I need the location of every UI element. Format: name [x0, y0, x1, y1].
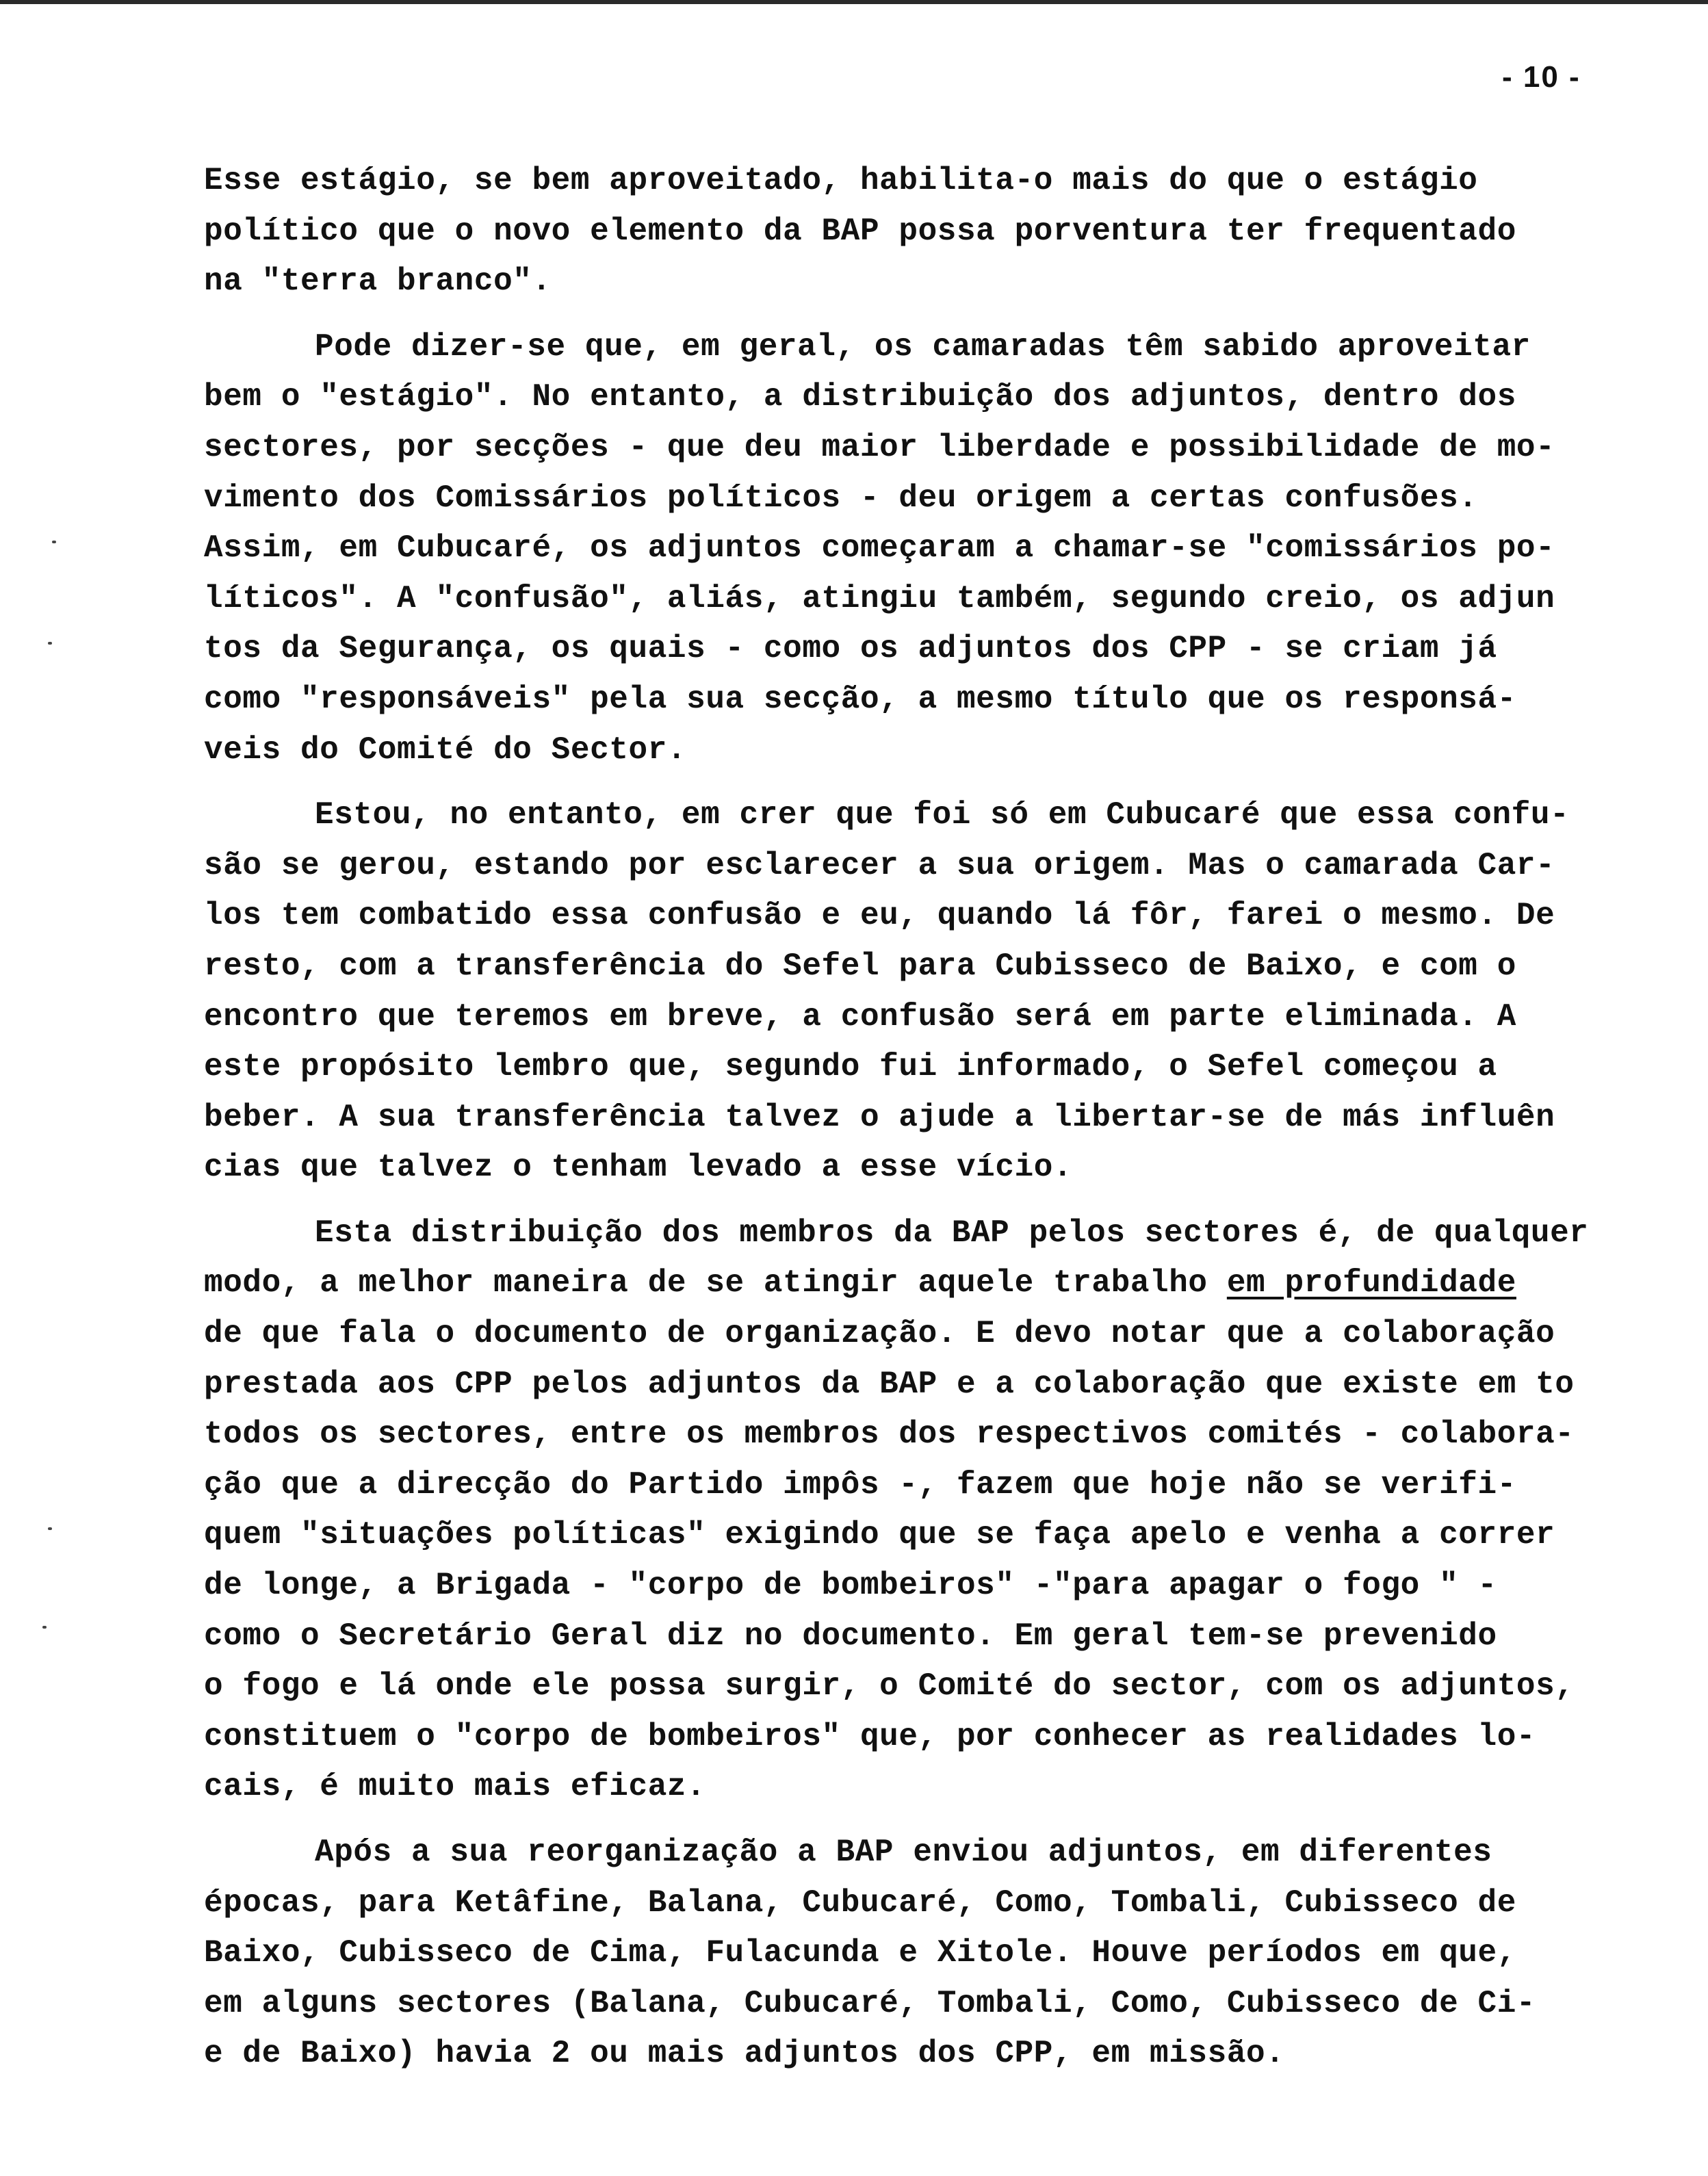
- text-line: e de Baixo) havia 2 ou mais adjuntos dos CPP, em missão.: [204, 2036, 1285, 2072]
- text-line: sectores, por secções - que deu maior liberdade e possibilidade de mo-: [204, 429, 1555, 465]
- text-line: constituem o "corpo de bombeiros" que, por conhecer as realidades lo-: [204, 1718, 1536, 1754]
- text-line: Após a sua reorganização a BAP enviou adjuntos, em diferentes: [315, 1835, 1492, 1870]
- paragraph-3: [204, 790, 1675, 1193]
- paragraph-1: [204, 156, 1675, 307]
- scan-top-edge: [0, 0, 1708, 4]
- text-line: líticos". A "confusão", aliás, atingiu também, segundo creio, os adjun: [204, 580, 1555, 617]
- text-line: Esta distribuição dos membros da BAP pelos sectores é, de qualquer: [315, 1215, 1589, 1251]
- text-line: encontro que teremos em breve, a confusão será em parte eliminada. A: [204, 998, 1516, 1035]
- text-line: ção que a direcção do Partido impôs -, fazem que hoje não se verifi-: [204, 1466, 1516, 1503]
- text-line: quem "situações políticas" exigindo que se faça apelo e venha a correr: [204, 1517, 1555, 1553]
- text-line-underlined: modo, a melhor maneira de se atingir aquele trabalho em profundidade: [204, 1265, 1516, 1301]
- text-line: em alguns sectores (Balana, Cubucaré, Tombali, Como, Cubisseco de Ci-: [204, 1985, 1536, 2021]
- margin-mark: [48, 642, 52, 645]
- text-line: na "terra branco".: [204, 263, 552, 300]
- text-line: Baixo, Cubisseco de Cima, Fulacunda e Xitole. Houve períodos em que,: [204, 1935, 1516, 1971]
- text-line: bem o "estágio". No entanto, a distribuição dos adjuntos, dentro dos: [204, 379, 1516, 415]
- text-line: este propósito lembro que, segundo fui informado, o Sefel começou a: [204, 1049, 1497, 1085]
- text-line: épocas, para Ketâfine, Balana, Cubucaré, Como, Tombali, Cubisseco de: [204, 1884, 1516, 1921]
- margin-mark: [48, 1527, 52, 1530]
- text-line: beber. A sua transferência talvez o ajude a libertar-se de más influên: [204, 1099, 1555, 1135]
- text-line: vimento dos Comissários políticos - deu origem a certas confusões.: [204, 480, 1478, 516]
- text-line: o fogo e lá onde ele possa surgir, o Comité do sector, com os adjuntos,: [204, 1668, 1575, 1705]
- paragraph-4: [204, 1208, 1675, 1813]
- paragraph-5: [204, 1828, 1675, 2080]
- text-line: cias que talvez o tenham levado a esse vício.: [204, 1150, 1073, 1186]
- text-line: Pode dizer-se que, em geral, os camaradas têm sabido aproveitar: [315, 328, 1531, 365]
- text-line: todos os sectores, entre os membros dos respectivos comités - colabora-: [204, 1416, 1575, 1453]
- page-number: - 10 -: [1502, 60, 1581, 94]
- text-line: de que fala o documento de organização. E devo notar que a colaboração: [204, 1316, 1555, 1352]
- text-line: Estou, no entanto, em crer que foi só em Cubucaré que essa confu-: [315, 797, 1570, 833]
- margin-mark: [52, 541, 56, 543]
- text-line: tos da Segurança, os quais - como os adjuntos dos CPP - se criam já: [204, 631, 1497, 667]
- text-line: Assim, em Cubucaré, os adjuntos começaram a chamar-se "comissários po-: [204, 530, 1555, 567]
- text-line: Esse estágio, se bem aproveitado, habilita-o mais do que o estágio: [204, 163, 1478, 198]
- text-line: prestada aos CPP pelos adjuntos da BAP e a colaboração que existe em to: [204, 1366, 1575, 1402]
- text-line: político que o novo elemento da BAP possa porventura ter frequentado: [204, 213, 1516, 249]
- paragraph-2: [204, 322, 1675, 775]
- text-line: como o Secretário Geral diz no documento. Em geral tem-se prevenido: [204, 1618, 1497, 1654]
- document-body: [204, 156, 1675, 2095]
- text-line: resto, com a transferência do Sefel para Cubisseco de Baixo, e com o: [204, 948, 1516, 984]
- margin-mark: [42, 1626, 47, 1629]
- text-line: de longe, a Brigada - "corpo de bombeiros" -"para apagar o fogo " -: [204, 1568, 1497, 1604]
- text-line: como "responsáveis" pela sua secção, a mesmo título que os responsá-: [204, 681, 1516, 717]
- underlined-phrase: em profundidade: [1226, 1265, 1516, 1301]
- text-line: veis do Comité do Sector.: [204, 731, 687, 768]
- text-line: los tem combatido essa confusão e eu, quando lá fôr, farei o mesmo. De: [204, 898, 1555, 934]
- text-line: são se gerou, estando por esclarecer a sua origem. Mas o camarada Car-: [204, 847, 1555, 883]
- text-line: cais, é muito mais eficaz.: [204, 1769, 706, 1805]
